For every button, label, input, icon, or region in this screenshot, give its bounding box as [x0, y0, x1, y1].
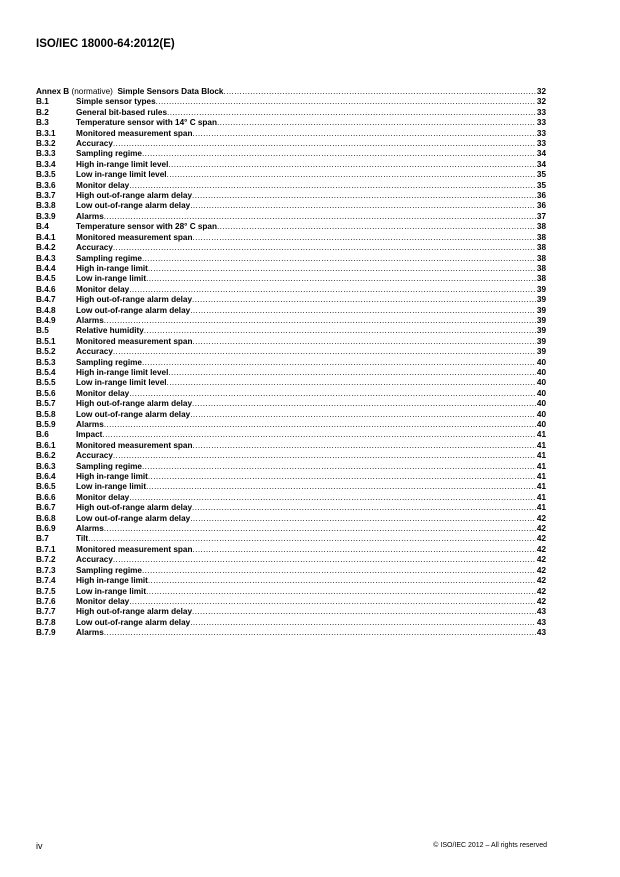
section-page-number: 42 [536, 534, 546, 544]
dot-leader [192, 129, 535, 139]
section-title: Low out-of-range alarm delay [76, 305, 191, 315]
toc-entry[interactable] [36, 108, 546, 118]
section-page-number: 40 [536, 378, 546, 388]
section-number: B.6.2 [36, 451, 56, 461]
section-title: Low out-of-range alarm delay [76, 513, 191, 523]
section-page-number: 40 [536, 420, 546, 429]
dot-leader [190, 410, 536, 420]
section-page-number: 42 [536, 544, 546, 554]
section-title: Monitored measurement span [76, 128, 193, 138]
dot-leader [167, 170, 536, 180]
toc-entry[interactable] [36, 597, 546, 607]
toc-entry[interactable] [36, 618, 546, 628]
section-number: B.4.3 [36, 253, 56, 263]
dot-leader [217, 118, 536, 128]
dot-leader [104, 316, 536, 326]
section-number: B.4.7 [36, 295, 56, 305]
section-number: B.4.1 [36, 232, 56, 242]
section-page-number: 42 [536, 576, 546, 586]
section-title: Sampling regime [76, 253, 142, 263]
toc-entry[interactable] [36, 97, 546, 107]
annex-page-number: 32 [536, 87, 546, 96]
dot-leader [148, 472, 536, 482]
section-title: Monitor delay [76, 596, 130, 606]
section-title: Sampling regime [76, 461, 142, 471]
toc-entry[interactable] [36, 587, 546, 597]
section-title: High in-range limit [76, 472, 148, 482]
toc-entry[interactable] [36, 295, 546, 305]
toc-entry[interactable] [36, 212, 546, 222]
section-title: Low in-range limit [76, 274, 147, 284]
toc-entry[interactable] [36, 233, 546, 243]
toc-entry[interactable] [36, 170, 546, 180]
section-number: B.4.9 [36, 315, 56, 325]
section-title: Monitor delay [76, 180, 130, 190]
dot-leader [192, 545, 535, 555]
section-number: B.6.4 [36, 472, 56, 482]
section-title: Low in-range limit level [76, 170, 167, 180]
section-number: B.5.9 [36, 420, 56, 429]
section-number: B.5.7 [36, 399, 56, 409]
section-number: B.3.7 [36, 191, 56, 201]
section-number: B.7.5 [36, 586, 56, 596]
section-number: B.7 [36, 534, 49, 544]
toc-entry[interactable] [36, 129, 546, 139]
section-number: B.3.3 [36, 149, 56, 159]
section-page-number: 39 [536, 336, 546, 346]
dot-leader [104, 628, 536, 638]
section-page-number: 37 [536, 211, 546, 221]
toc-entry[interactable] [36, 149, 546, 159]
section-page-number: 34 [536, 149, 546, 159]
section-page-number: 33 [536, 107, 546, 117]
section-title: High out-of-range alarm delay [76, 399, 193, 409]
section-title: Low in-range limit [76, 482, 147, 492]
section-title: High out-of-range alarm delay [76, 295, 193, 305]
dot-leader [148, 576, 536, 586]
section-page-number: 42 [536, 596, 546, 606]
toc-entry[interactable] [36, 628, 546, 638]
toc-annex-entry[interactable] [36, 87, 546, 97]
section-title: Accuracy [76, 139, 113, 149]
section-number: B.1 [36, 97, 49, 107]
section-number: B.5.6 [36, 388, 56, 398]
toc-entry[interactable] [36, 368, 546, 378]
toc-entry[interactable] [36, 201, 546, 211]
section-number: B.3.8 [36, 201, 56, 211]
dot-leader [190, 618, 536, 628]
section-page-number: 35 [536, 180, 546, 190]
dot-leader [192, 337, 535, 347]
section-title: Sampling regime [76, 357, 142, 367]
section-page-number: 41 [536, 492, 546, 502]
toc-entry[interactable] [36, 316, 546, 326]
section-title: Alarms [76, 628, 104, 638]
toc-entry[interactable] [36, 534, 546, 544]
section-page-number: 41 [536, 451, 546, 461]
section-page-number: 41 [536, 461, 546, 471]
section-number: B.2 [36, 107, 49, 117]
section-title: Monitor delay [76, 388, 130, 398]
dot-leader [148, 264, 536, 274]
section-title: High in-range limit [76, 576, 148, 586]
dot-leader [192, 233, 535, 243]
section-title: Sampling regime [76, 149, 142, 159]
section-page-number: 38 [536, 263, 546, 273]
section-number: B.7.9 [36, 628, 56, 638]
section-number: B.3 [36, 118, 49, 128]
dot-leader [129, 389, 536, 399]
dot-leader [113, 555, 536, 565]
section-number: B.3.4 [36, 159, 56, 169]
dot-leader [113, 347, 536, 357]
section-page-number: 38 [536, 232, 546, 242]
toc-entry[interactable] [36, 420, 546, 430]
toc-entry[interactable] [36, 389, 546, 399]
section-page-number: 42 [536, 524, 546, 534]
dot-leader [192, 191, 536, 201]
section-page-number: 40 [536, 367, 546, 377]
section-title: Sampling regime [76, 565, 142, 575]
section-number: B.4.8 [36, 305, 56, 315]
toc-entry[interactable] [36, 358, 546, 368]
toc-entry[interactable] [36, 493, 546, 503]
section-page-number: 42 [536, 513, 546, 523]
dot-leader [156, 97, 536, 107]
section-page-number: 33 [536, 139, 546, 149]
toc-entry[interactable] [36, 451, 546, 461]
section-number: B.6.5 [36, 482, 56, 492]
section-number: B.5.3 [36, 357, 56, 367]
section-page-number: 33 [536, 128, 546, 138]
section-number: B.6.8 [36, 513, 56, 523]
dot-leader [168, 368, 536, 378]
toc-entry[interactable] [36, 181, 546, 191]
section-page-number: 43 [536, 607, 546, 617]
section-number: B.3.1 [36, 128, 56, 138]
section-number: B.5 [36, 326, 49, 336]
dot-leader [102, 430, 536, 440]
toc-entry[interactable] [36, 347, 546, 357]
section-number: B.4.6 [36, 284, 56, 294]
toc-entry[interactable] [36, 545, 546, 555]
dot-leader [146, 587, 536, 597]
dot-leader [167, 378, 536, 388]
section-title: Relative humidity [76, 326, 144, 336]
toc-entry[interactable] [36, 118, 546, 128]
section-number: B.7.7 [36, 607, 56, 617]
toc-entry[interactable] [36, 139, 546, 149]
toc-entry[interactable] [36, 430, 546, 440]
section-page-number: 40 [536, 357, 546, 367]
section-number: B.7.1 [36, 544, 56, 554]
toc-entry[interactable] [36, 472, 546, 482]
section-number: B.4 [36, 222, 49, 232]
section-number: B.3.9 [36, 211, 56, 221]
toc-entry[interactable] [36, 607, 546, 617]
section-number: B.7.6 [36, 596, 56, 606]
section-number: B.7.3 [36, 565, 56, 575]
section-number: B.6 [36, 430, 49, 440]
section-number: B.7.4 [36, 576, 56, 586]
section-title: Accuracy [76, 347, 113, 357]
dot-leader [129, 493, 536, 503]
section-number: B.5.1 [36, 336, 56, 346]
section-number: B.3.5 [36, 170, 56, 180]
section-title: Low out-of-range alarm delay [76, 201, 191, 211]
copyright-notice: © ISO/IEC 2012 – All rights reserved [433, 842, 547, 849]
document-id: ISO/IEC 18000-64:2012(E) [36, 38, 175, 50]
toc-entry[interactable] [36, 399, 546, 409]
section-title: Monitored measurement span [76, 440, 193, 450]
dot-leader [168, 160, 536, 170]
section-title: Alarms [76, 315, 104, 325]
section-page-number: 42 [536, 586, 546, 596]
section-page-number: 35 [536, 170, 546, 180]
section-number: B.7.8 [36, 617, 56, 627]
section-page-number: 40 [536, 399, 546, 409]
section-title: High in-range limit level [76, 159, 169, 169]
dot-leader [113, 451, 536, 461]
dot-leader [167, 108, 536, 118]
toc-entry[interactable] [36, 576, 546, 586]
dot-leader [113, 243, 536, 253]
section-page-number: 43 [536, 628, 546, 638]
annex-qualifier: (normative) [71, 87, 113, 96]
section-page-number: 41 [536, 430, 546, 440]
dot-leader [190, 201, 536, 211]
toc-entry[interactable] [36, 337, 546, 347]
dot-leader [192, 607, 536, 617]
dot-leader [104, 420, 536, 430]
section-title: Accuracy [76, 451, 113, 461]
dot-leader [144, 326, 536, 336]
dot-leader [142, 462, 536, 472]
section-title: Accuracy [76, 555, 113, 565]
section-page-number: 39 [536, 284, 546, 294]
section-title: Monitored measurement span [76, 336, 193, 346]
section-title: High out-of-range alarm delay [76, 191, 193, 201]
toc-entry[interactable] [36, 254, 546, 264]
section-title: Monitor delay [76, 284, 130, 294]
section-title: Monitored measurement span [76, 544, 193, 554]
toc-entry[interactable] [36, 222, 546, 232]
section-title: Alarms [76, 420, 104, 429]
section-title: Monitored measurement span [76, 232, 193, 242]
section-title: High in-range limit [76, 263, 148, 273]
toc-entry[interactable] [36, 441, 546, 451]
toc-entry[interactable] [36, 378, 546, 388]
toc-entry[interactable] [36, 566, 546, 576]
section-page-number: 42 [536, 555, 546, 565]
annex-title: Simple Sensors Data Block [117, 87, 224, 96]
section-number: B.6.6 [36, 492, 56, 502]
dot-leader [129, 285, 536, 295]
dot-leader [146, 274, 536, 284]
section-page-number: 39 [536, 295, 546, 305]
toc-entry[interactable] [36, 306, 546, 316]
dot-leader [88, 534, 536, 544]
dot-leader [113, 139, 536, 149]
table-of-contents [36, 87, 546, 639]
dot-leader [142, 149, 536, 159]
toc-entry[interactable] [36, 285, 546, 295]
toc-entry[interactable] [36, 482, 546, 492]
section-page-number: 32 [536, 97, 546, 107]
section-page-number: 36 [536, 191, 546, 201]
section-title: High in-range limit level [76, 367, 169, 377]
section-number: B.6.7 [36, 503, 56, 513]
section-page-number: 41 [536, 472, 546, 482]
toc-entry[interactable] [36, 243, 546, 253]
section-page-number: 33 [536, 118, 546, 128]
toc-entry[interactable] [36, 503, 546, 513]
section-title: Temperature sensor with 28° C span [76, 222, 217, 232]
section-number: B.3.2 [36, 139, 56, 149]
page-number: iv [36, 841, 43, 851]
dot-leader [104, 524, 536, 534]
section-number: B.4.5 [36, 274, 56, 284]
section-title: Low in-range limit level [76, 378, 167, 388]
section-number: B.5.2 [36, 347, 56, 357]
toc-entry[interactable] [36, 555, 546, 565]
section-number: B.6.9 [36, 524, 56, 534]
dot-leader [192, 503, 536, 513]
section-title: Accuracy [76, 243, 113, 253]
section-page-number: 41 [536, 503, 546, 513]
toc-entry[interactable] [36, 524, 546, 534]
section-title: General bit-based rules [76, 107, 168, 117]
section-title: Low out-of-range alarm delay [76, 409, 191, 419]
toc-entry[interactable] [36, 326, 546, 336]
section-page-number: 41 [536, 482, 546, 492]
dot-leader [224, 87, 536, 97]
section-title: Impact [76, 430, 103, 440]
toc-entry[interactable] [36, 264, 546, 274]
toc-entry[interactable] [36, 410, 546, 420]
section-number: B.6.1 [36, 440, 56, 450]
section-title: Tilt [76, 534, 89, 544]
dot-leader [129, 597, 536, 607]
annex-label: Annex B [36, 87, 70, 96]
dot-leader [104, 212, 536, 222]
dot-leader [146, 482, 536, 492]
dot-leader [190, 306, 536, 316]
section-page-number: 38 [536, 253, 546, 263]
section-page-number: 38 [536, 243, 546, 253]
toc-entry[interactable] [36, 274, 546, 284]
section-page-number: 38 [536, 222, 546, 232]
section-page-number: 40 [536, 409, 546, 419]
section-number: B.5.5 [36, 378, 56, 388]
section-title: Alarms [76, 524, 104, 534]
section-page-number: 38 [536, 274, 546, 284]
section-page-number: 40 [536, 388, 546, 398]
section-page-number: 39 [536, 326, 546, 336]
section-page-number: 36 [536, 201, 546, 211]
toc-entry[interactable] [36, 514, 546, 524]
section-title: Low in-range limit [76, 586, 147, 596]
section-title: Simple sensor types [76, 97, 156, 107]
section-title: Temperature sensor with 14° C span [76, 118, 217, 128]
section-page-number: 41 [536, 440, 546, 450]
dot-leader [190, 514, 536, 524]
section-number: B.6.3 [36, 461, 56, 471]
dot-leader [142, 254, 536, 264]
toc-entry[interactable] [36, 191, 546, 201]
section-page-number: 39 [536, 305, 546, 315]
section-title: Alarms [76, 211, 104, 221]
section-page-number: 39 [536, 315, 546, 325]
dot-leader [142, 566, 536, 576]
section-title: Monitor delay [76, 492, 130, 502]
dot-leader [192, 441, 535, 451]
dot-leader [129, 181, 536, 191]
section-number: B.4.2 [36, 243, 56, 253]
section-title: High out-of-range alarm delay [76, 503, 193, 513]
section-title: High out-of-range alarm delay [76, 607, 193, 617]
section-title: Low out-of-range alarm delay [76, 617, 191, 627]
toc-entry[interactable] [36, 462, 546, 472]
dot-leader [192, 295, 536, 305]
section-number: B.4.4 [36, 263, 56, 273]
dot-leader [142, 358, 536, 368]
section-number: B.5.8 [36, 409, 56, 419]
section-number: B.3.6 [36, 180, 56, 190]
section-page-number: 34 [536, 159, 546, 169]
section-page-number: 42 [536, 565, 546, 575]
section-page-number: 39 [536, 347, 546, 357]
dot-leader [192, 399, 536, 409]
toc-entry[interactable] [36, 160, 546, 170]
section-number: B.7.2 [36, 555, 56, 565]
section-page-number: 43 [536, 617, 546, 627]
dot-leader [217, 222, 536, 232]
section-number: B.5.4 [36, 367, 56, 377]
